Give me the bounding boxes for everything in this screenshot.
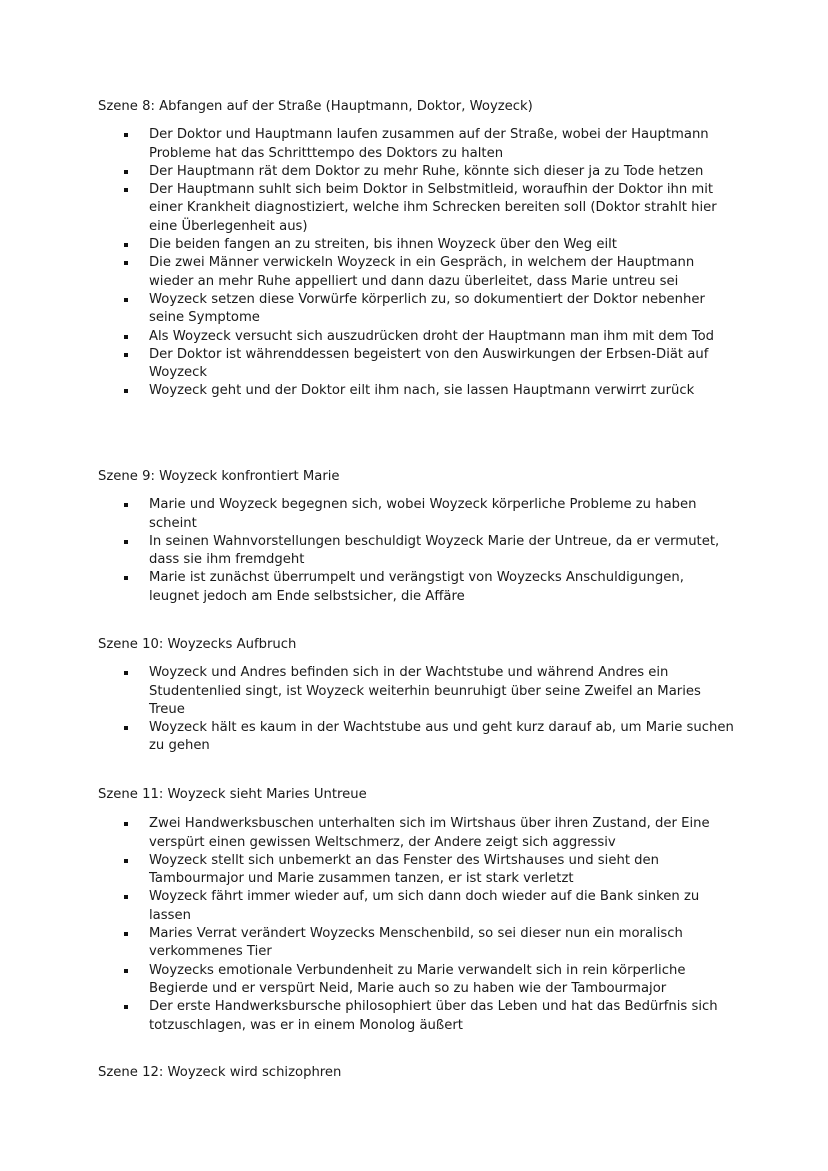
bullet-item: Die zwei Männer verwickeln Woyzeck in ein Gespräch, in welchem der Hauptmann wieder an mehr Ruhe appelliert und dann dazu überleitet, dass Marie untreu sei: [98, 254, 738, 291]
scene-bullet-list: [98, 126, 738, 400]
bullet-item: Woyzecks emotionale Verbundenheit zu Marie verwandelt sich in rein körperliche Begierde und er verspürt Neid, Marie auch so zu haben wie der Tambourmajor: [98, 962, 738, 999]
scene-heading: Szene 9: Woyzeck konfrontiert Marie: [98, 469, 340, 484]
bullet-item: In seinen Wahnvorstellungen beschuldigt Woyzeck Marie der Untreue, da er vermutet, dass sie ihm fremdgeht: [98, 533, 738, 570]
bullet-item: Marie und Woyzeck begegnen sich, wobei Woyzeck körperliche Probleme zu haben scheint: [98, 496, 738, 533]
scene-11-section: [98, 786, 738, 1035]
bullet-item: Woyzeck geht und der Doktor eilt ihm nach, sie lassen Hauptmann verwirrt zurück: [98, 382, 738, 400]
bullet-item: Woyzeck und Andres befinden sich in der Wachtstube und während Andres ein Studentenlied singt, ist Woyzeck weiterhin beunruhigt über seine Zweifel an Maries Treue: [98, 664, 738, 719]
bullet-item: Der Doktor und Hauptmann laufen zusammen auf der Straße, wobei der Hauptmann Probleme hat das Schritttempo des Doktors zu halten: [98, 126, 738, 163]
scene-bullet-list: [98, 664, 738, 755]
bullet-item: Woyzeck stellt sich unbemerkt an das Fenster des Wirtshauses und sieht den Tambourmajor und Marie zusammen tanzen, er ist stark verletzt: [98, 852, 738, 889]
scene-heading: Szene 8: Abfangen auf der Straße (Hauptmann, Doktor, Woyzeck): [98, 99, 533, 114]
scene-bullet-list: [98, 815, 738, 1035]
scene-heading: Szene 10: Woyzecks Aufbruch: [98, 637, 297, 652]
bullet-item: Als Woyzeck versucht sich auszudrücken droht der Hauptmann man ihm mit dem Tod: [98, 328, 738, 346]
bullet-item: Zwei Handwerksbuschen unterhalten sich im Wirtshaus über ihren Zustand, der Eine verspürt einen gewissen Weltschmerz, der Andere zeigt sich aggressiv: [98, 815, 738, 852]
scene-12-section: [98, 1064, 738, 1082]
bullet-item: Woyzeck hält es kaum in der Wachtstube aus und geht kurz darauf ab, um Marie suchen zu gehen: [98, 719, 738, 756]
bullet-item: Marie ist zunächst überrumpelt und verängstigt von Woyzecks Anschuldigungen, leugnet jedoch am Ende selbstsicher, die Affäre: [98, 569, 738, 606]
bullet-item: Woyzeck setzen diese Vorwürfe körperlich zu, so dokumentiert der Doktor nebenher seine Symptome: [98, 291, 738, 328]
scene-heading: Szene 11: Woyzeck sieht Maries Untreue: [98, 787, 367, 802]
bullet-item: Der Hauptmann rät dem Doktor zu mehr Ruhe, könnte sich dieser ja zu Tode hetzen: [98, 163, 738, 181]
bullet-item: Der erste Handwerksbursche philosophiert über das Leben und hat das Bedürfnis sich totzuschlagen, was er in einem Monolog äußert: [98, 998, 738, 1035]
scene-8-section: [98, 98, 738, 401]
bullet-item: Der Hauptmann suhlt sich beim Doktor in Selbstmitleid, woraufhin der Doktor ihn mit einer Krankheit diagnostiziert, welche ihm Schrecken bereiten soll (Doktor strahlt hier eine Überlegenheit aus): [98, 181, 738, 236]
bullet-item: Maries Verrat verändert Woyzecks Menschenbild, so sei dieser nun ein moralisch verkommenes Tier: [98, 925, 738, 962]
scene-heading: Szene 12: Woyzeck wird schizophren: [98, 1065, 342, 1080]
scene-9-section: [98, 468, 738, 606]
bullet-item: Woyzeck fährt immer wieder auf, um sich dann doch wieder auf die Bank sinken zu lassen: [98, 888, 738, 925]
scene-bullet-list: [98, 496, 738, 606]
bullet-item: Die beiden fangen an zu streiten, bis ihnen Woyzeck über den Weg eilt: [98, 236, 738, 254]
scene-10-section: [98, 636, 738, 756]
bullet-item: Der Doktor ist währenddessen begeistert von den Auswirkungen der Erbsen-Diät auf Woyzeck: [98, 346, 738, 383]
